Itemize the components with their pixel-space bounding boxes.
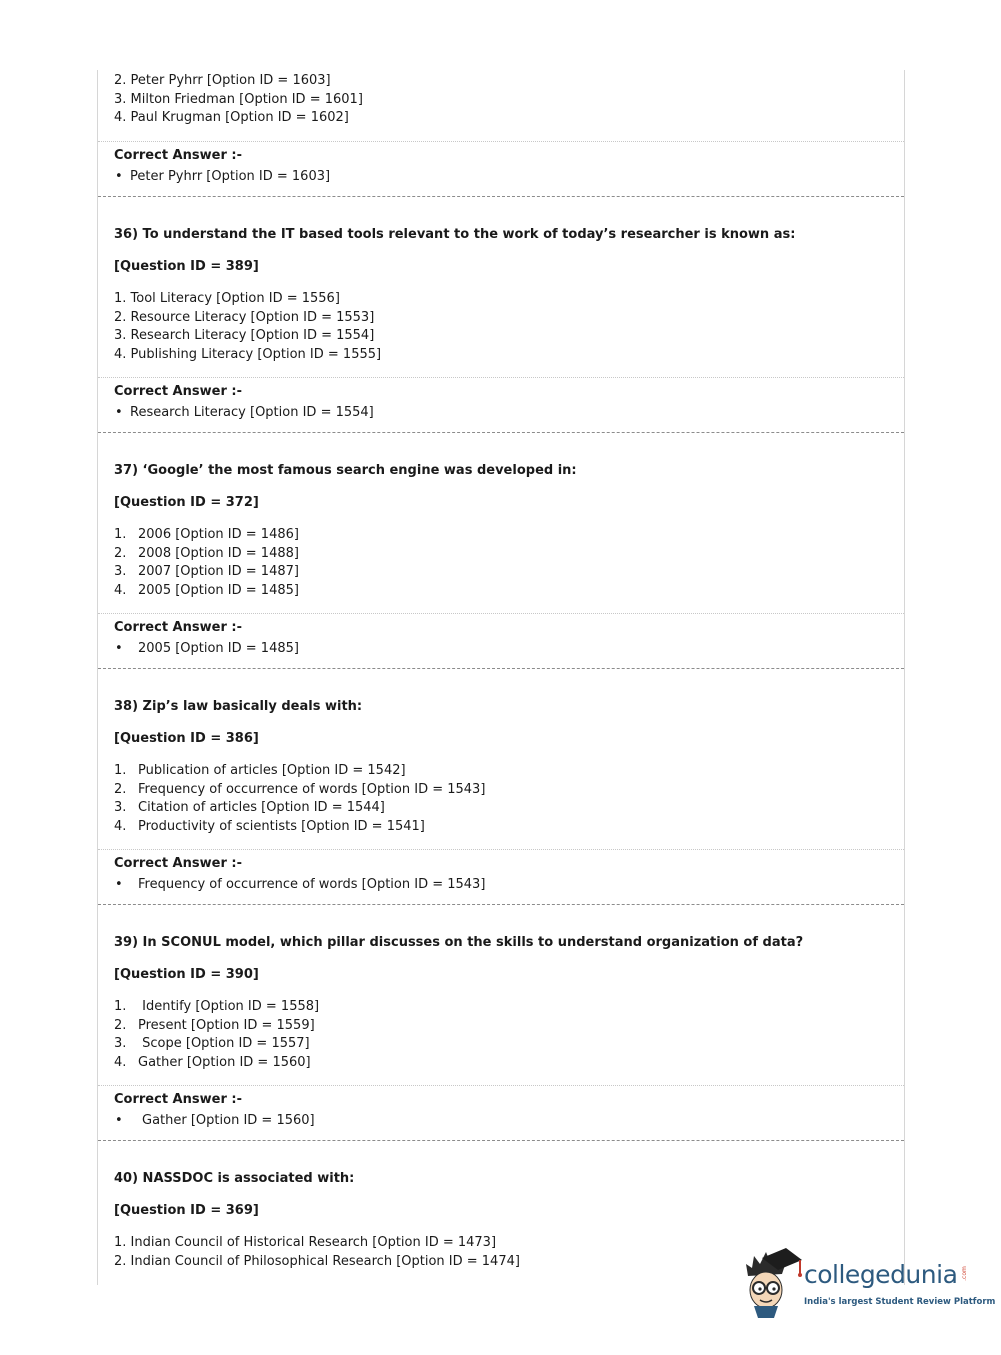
question-paper-page	[97, 70, 905, 1285]
correct-answer-value: Peter Pyhrr [Option ID = 1603]	[130, 169, 331, 184]
correct-answer-label: Correct Answer :-	[114, 620, 242, 635]
option-2: 2. Present [Option ID = 1559]	[114, 1017, 315, 1033]
option-3: 3. Scope [Option ID = 1557]	[114, 1036, 310, 1051]
option-2: 2. Indian Council of Philosophical Research [Option ID = 1474]	[114, 1253, 520, 1269]
option-2: 2. 2008 [Option ID = 1488]	[114, 545, 299, 561]
question-separator	[98, 904, 904, 905]
option-4: 4. Publishing Literacy [Option ID = 1555]	[114, 346, 382, 362]
divider	[98, 1085, 904, 1086]
question-38-id: [Question ID = 386]	[114, 731, 259, 746]
option-2: 2. Frequency of occurrence of words [Option ID = 1543]	[114, 781, 486, 797]
question-37-id: [Question ID = 372]	[114, 495, 259, 510]
divider	[98, 141, 904, 142]
correct-answer-label: Correct Answer :-	[114, 148, 242, 163]
brand-suffix: .com	[960, 1266, 968, 1281]
divider	[98, 377, 904, 378]
question-separator	[98, 196, 904, 197]
option-3: 3. Citation of articles [Option ID = 1544]	[114, 800, 385, 815]
option-4: 4. Paul Krugman [Option ID = 1602]	[114, 110, 349, 125]
question-39-id: [Question ID = 390]	[114, 967, 259, 982]
question-40-id: [Question ID = 369]	[114, 1203, 259, 1218]
question-40-title: 40) NASSDOC is associated with:	[114, 1171, 355, 1186]
collegedunia-logo	[742, 1246, 996, 1318]
mascot-icon	[742, 1246, 804, 1318]
option-1: 1. Indian Council of Historical Research [Option ID = 1473]	[114, 1235, 497, 1250]
correct-answer-value: Gather [Option ID = 1560]	[142, 1113, 315, 1128]
question-38-title: 38) Zip’s law basically deals with:	[114, 699, 363, 714]
correct-answer-label: Correct Answer :-	[114, 1092, 242, 1107]
option-3: 3. Research Literacy [Option ID = 1554]	[114, 328, 375, 343]
correct-answer-label: Correct Answer :-	[114, 856, 242, 871]
correct-answer-value: 2005 [Option ID = 1485]	[138, 641, 299, 656]
option-3: 3. Milton Friedman [Option ID = 1601]	[114, 91, 363, 107]
question-37-title: 37) ‘Google’ the most famous search engine was developed in:	[114, 463, 577, 478]
option-3: 3. 2007 [Option ID = 1487]	[114, 564, 299, 579]
option-2: 2. Resource Literacy [Option ID = 1553]	[114, 309, 375, 325]
correct-answer-value: Frequency of occurrence of words [Option ID = 1543]	[138, 877, 486, 892]
option-4: 4. Productivity of scientists [Option ID = 1541]	[114, 818, 425, 834]
question-36-title: 36) To understand the IT based tools relevant to the work of today’s researcher is known as:	[114, 227, 796, 242]
option-4: 4. Gather [Option ID = 1560]	[114, 1054, 311, 1070]
divider	[98, 849, 904, 850]
bullet-icon: •	[115, 169, 123, 184]
divider	[98, 613, 904, 614]
question-separator	[98, 1140, 904, 1141]
bullet-icon: •	[115, 877, 123, 892]
brand-name: collegedunia	[804, 1260, 958, 1289]
option-1: 1. Tool Literacy [Option ID = 1556]	[114, 291, 340, 306]
option-2: 2. Peter Pyhrr [Option ID = 1603]	[114, 73, 331, 88]
option-1: 1. Identify [Option ID = 1558]	[114, 999, 320, 1014]
option-1: 1. 2006 [Option ID = 1486]	[114, 527, 299, 542]
bullet-icon: •	[115, 405, 123, 420]
question-39-title: 39) In SCONUL model, which pillar discusses on the skills to understand organization of data?	[114, 935, 804, 950]
correct-answer-label: Correct Answer :-	[114, 384, 242, 399]
bullet-icon: •	[115, 641, 123, 656]
bullet-icon: •	[115, 1113, 123, 1128]
option-4: 4. 2005 [Option ID = 1485]	[114, 582, 299, 598]
question-separator	[98, 668, 904, 669]
question-36-id: [Question ID = 389]	[114, 259, 259, 274]
correct-answer-value: Research Literacy [Option ID = 1554]	[130, 405, 374, 420]
question-separator	[98, 432, 904, 433]
brand-tagline: India's largest Student Review Platform	[804, 1297, 996, 1307]
option-1: 1. Publication of articles [Option ID = 1542]	[114, 763, 406, 778]
